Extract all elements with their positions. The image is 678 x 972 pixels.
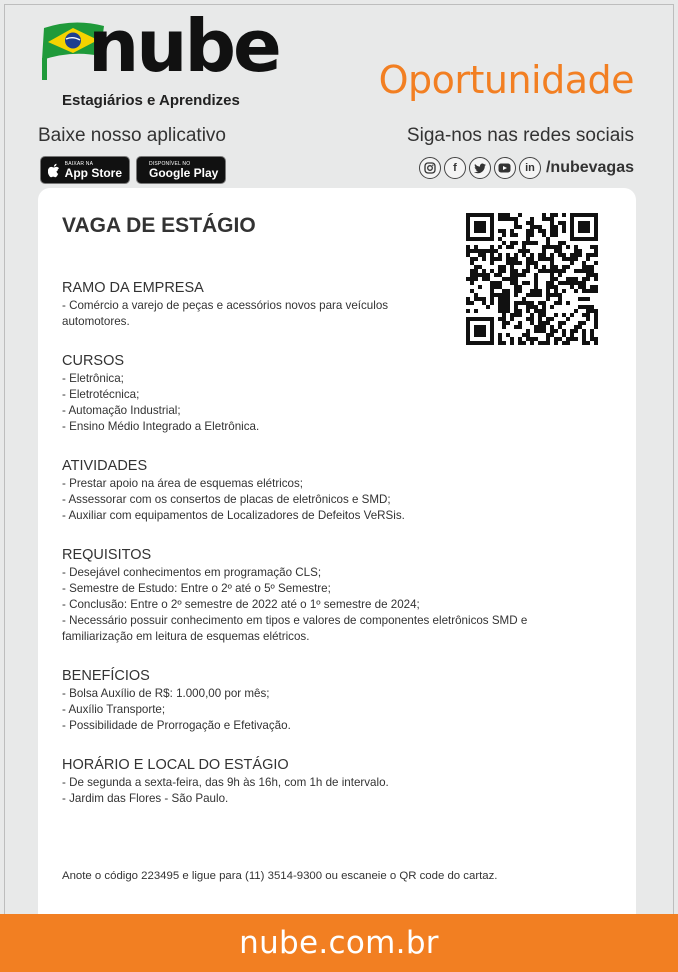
logo-tagline: Estagiários e Aprendizes [62,92,240,109]
section-line: - Bolsa Auxílio de R$: 1.000,00 por mês; [62,687,270,700]
section-title: CURSOS [62,353,125,369]
apple-icon [48,163,60,178]
google-play-label: Google Play [149,165,219,180]
google-play-badge[interactable] [136,156,226,184]
section-title: BENEFÍCIOS [62,668,150,684]
section-line: - De segunda a sexta-feira, das 9h às 16h, com 1h de intervalo. [62,776,389,789]
section-horario [62,757,582,807]
section-line: - Comércio a varejo de peças e acessórios novos para veículos [62,299,389,312]
section-line: familiarização em leitura de esquemas elétricos. [62,630,310,643]
app-store-badge[interactable] [40,156,130,184]
logo-wordmark: nube [88,4,279,88]
section-line: - Eletrotécnica; [62,388,140,401]
headline-oportunidade: Oportunidade [378,58,634,102]
section-title: HORÁRIO E LOCAL DO ESTÁGIO [62,757,289,773]
section-line: - Prestar apoio na área de esquemas elétricos; [62,477,304,490]
section-requisitos [62,547,582,645]
social-title: Siga-nos nas redes sociais [406,125,634,146]
section-line: automotores. [62,315,130,328]
app-store-small: BAIXAR NA [64,160,94,167]
facebook-icon[interactable]: f [444,157,466,179]
section-cursos [62,353,582,435]
site-link[interactable]: nube.com.br [239,925,439,961]
section-line: - Jardim das Flores - São Paulo. [62,792,229,805]
section-line: - Necessário possuir conhecimento em tipos e valores de componentes eletrônicos SMD e [62,614,528,627]
youtube-icon[interactable] [494,157,516,179]
section-ramo [62,280,582,330]
section-beneficios [62,668,582,734]
social-links [419,157,634,179]
section-line: - Desejável conhecimentos em programação CLS; [62,566,322,579]
section-title: RAMO DA EMPRESA [62,280,204,296]
app-store-label: App Store [64,165,122,180]
social-handle[interactable]: /nubevagas [545,159,634,176]
section-line: - Eletrônica; [62,372,124,385]
section-line: - Auxiliar com equipamentos de Localizadores de Defeitos VeRSis. [62,509,405,522]
contact-note: Anote o código 223495 e ligue para (11) 3514-9300 ou escaneie o QR code do cartaz. [62,870,498,882]
job-content [62,280,582,830]
section-line: - Semestre de Estudo: Entre o 2º até o 5º Semestre; [62,582,331,595]
app-download-title: Baixe nosso aplicativo [38,125,226,146]
section-line: - Ensino Médio Integrado a Eletrônica. [62,420,260,433]
instagram-icon[interactable] [419,157,441,179]
twitter-icon[interactable] [469,157,491,179]
section-line: - Auxílio Transporte; [62,703,166,716]
section-line: - Automação Industrial; [62,404,181,417]
job-title: VAGA DE ESTÁGIO [62,214,256,237]
section-line: - Assessorar com os consertos de placas de eletrônicos e SMD; [62,493,391,506]
section-title: REQUISITOS [62,547,152,563]
section-line: - Conclusão: Entre o 2º semestre de 2022 até o 1º semestre de 2024; [62,598,420,611]
section-line: - Possibilidade de Prorrogação e Efetivação. [62,719,291,732]
job-card [38,188,636,928]
google-play-small: DISPONÍVEL NO [149,160,191,167]
store-badges [40,156,226,184]
nube-logo[interactable] [38,4,279,118]
section-atividades [62,458,582,524]
linkedin-icon[interactable]: in [519,157,541,179]
footer-bar [0,914,678,972]
section-title: ATIVIDADES [62,458,148,474]
